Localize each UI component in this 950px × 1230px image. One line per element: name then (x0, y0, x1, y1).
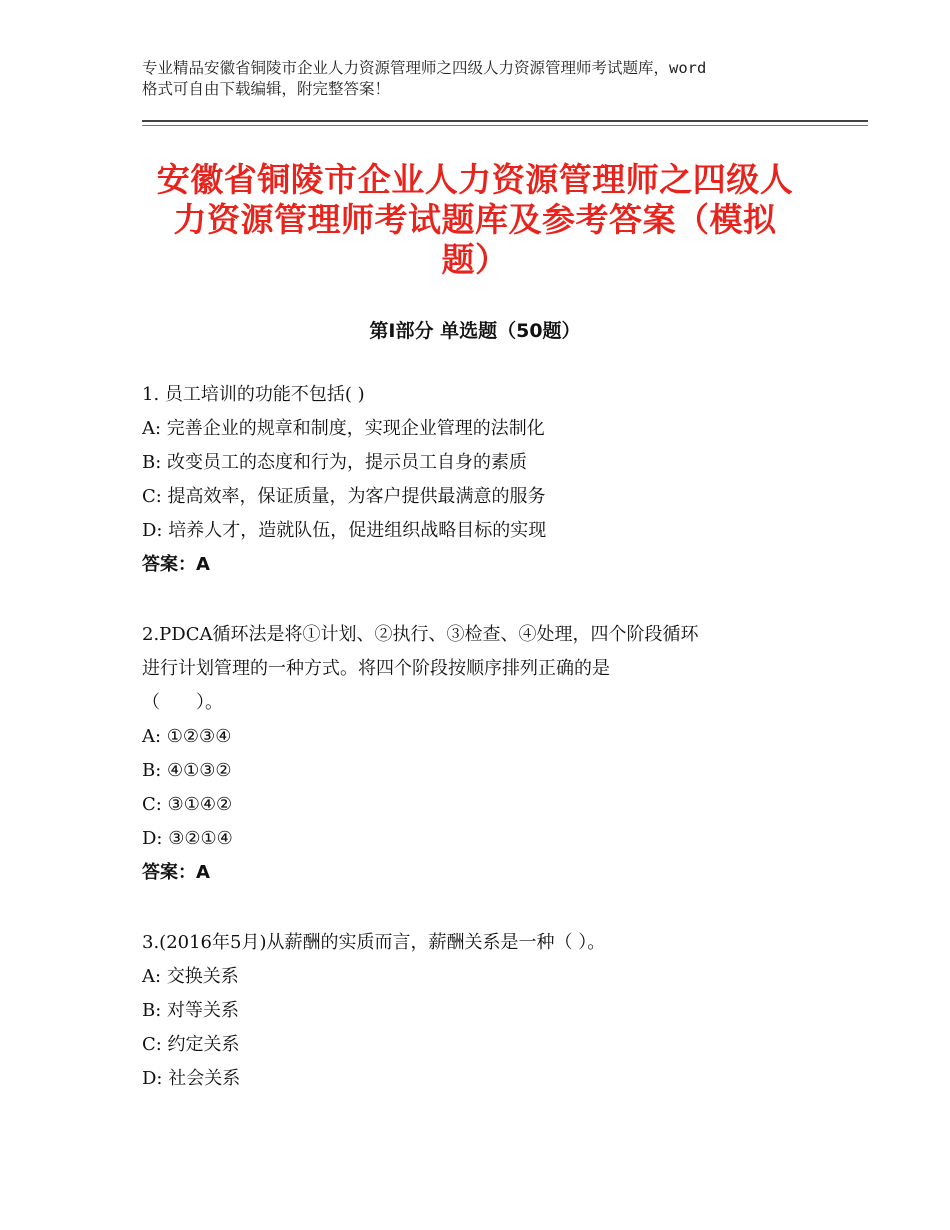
question-3-option-b: B: 对等关系 (142, 1000, 240, 1021)
question-3-option-a: A: 交换关系 (142, 966, 239, 987)
question-3 (142, 926, 822, 1096)
question-2 (142, 618, 822, 890)
question-2-option-b: B: ④①③② (142, 760, 232, 781)
question-2-answer: 答案：A (142, 862, 210, 883)
header-divider-thin (142, 125, 868, 126)
question-1-answer: 答案：A (142, 554, 210, 575)
section-title: 第Ⅰ部分 单选题（50题） (369, 320, 581, 342)
question-1-option-a: A: 完善企业的规章和制度，实现企业管理的法制化 (142, 418, 545, 439)
header-note (142, 58, 832, 100)
question-3-option-d: D: 社会关系 (142, 1068, 241, 1089)
question-2-stem-line-1: 2.PDCA循环法是将①计划、②执行、③检查、④处理，四个阶段循环 (142, 624, 699, 645)
question-1-option-d: D: 培养人才，造就队伍，促进组织战略目标的实现 (142, 520, 547, 541)
question-1-stem: 1. 员工培训的功能不包括( ) (142, 384, 365, 405)
document-title-line-1: 安徽省铜陵市企业人力资源管理师之四级人 (156, 160, 794, 199)
document-title-line-2: 力资源管理师考试题库及参考答案（模拟 (173, 200, 777, 239)
question-1-option-c: C: 提高效率，保证质量，为客户提供最满意的服务 (142, 486, 546, 507)
question-1-option-b: B: 改变员工的态度和行为，提示员工自身的素质 (142, 452, 528, 473)
question-2-stem-line-3: （ ）。 (142, 692, 223, 713)
question-3-stem: 3.(2016年5月)从薪酬的实质而言，薪酬关系是一种（ ）。 (142, 932, 606, 953)
question-2-option-c: C: ③①④② (142, 794, 233, 815)
document-title (130, 160, 820, 280)
document-title-line-3: 题） (441, 240, 509, 279)
question-2-option-a: A: ①②③④ (142, 726, 232, 747)
header-note-line-2: 格式可自由下载编辑，附完整答案！ (142, 80, 391, 98)
header-note-line-1: 专业精品安徽省铜陵市企业人力资源管理师之四级人力资源管理师考试题库，word (142, 59, 707, 77)
question-2-option-d: D: ③②①④ (142, 828, 233, 849)
header-divider-thick (142, 120, 868, 122)
question-1 (142, 378, 822, 582)
question-2-stem-line-2: 进行计划管理的一种方式。将四个阶段按顺序排列正确的是 (142, 658, 610, 679)
question-3-option-c: C: 约定关系 (142, 1034, 240, 1055)
